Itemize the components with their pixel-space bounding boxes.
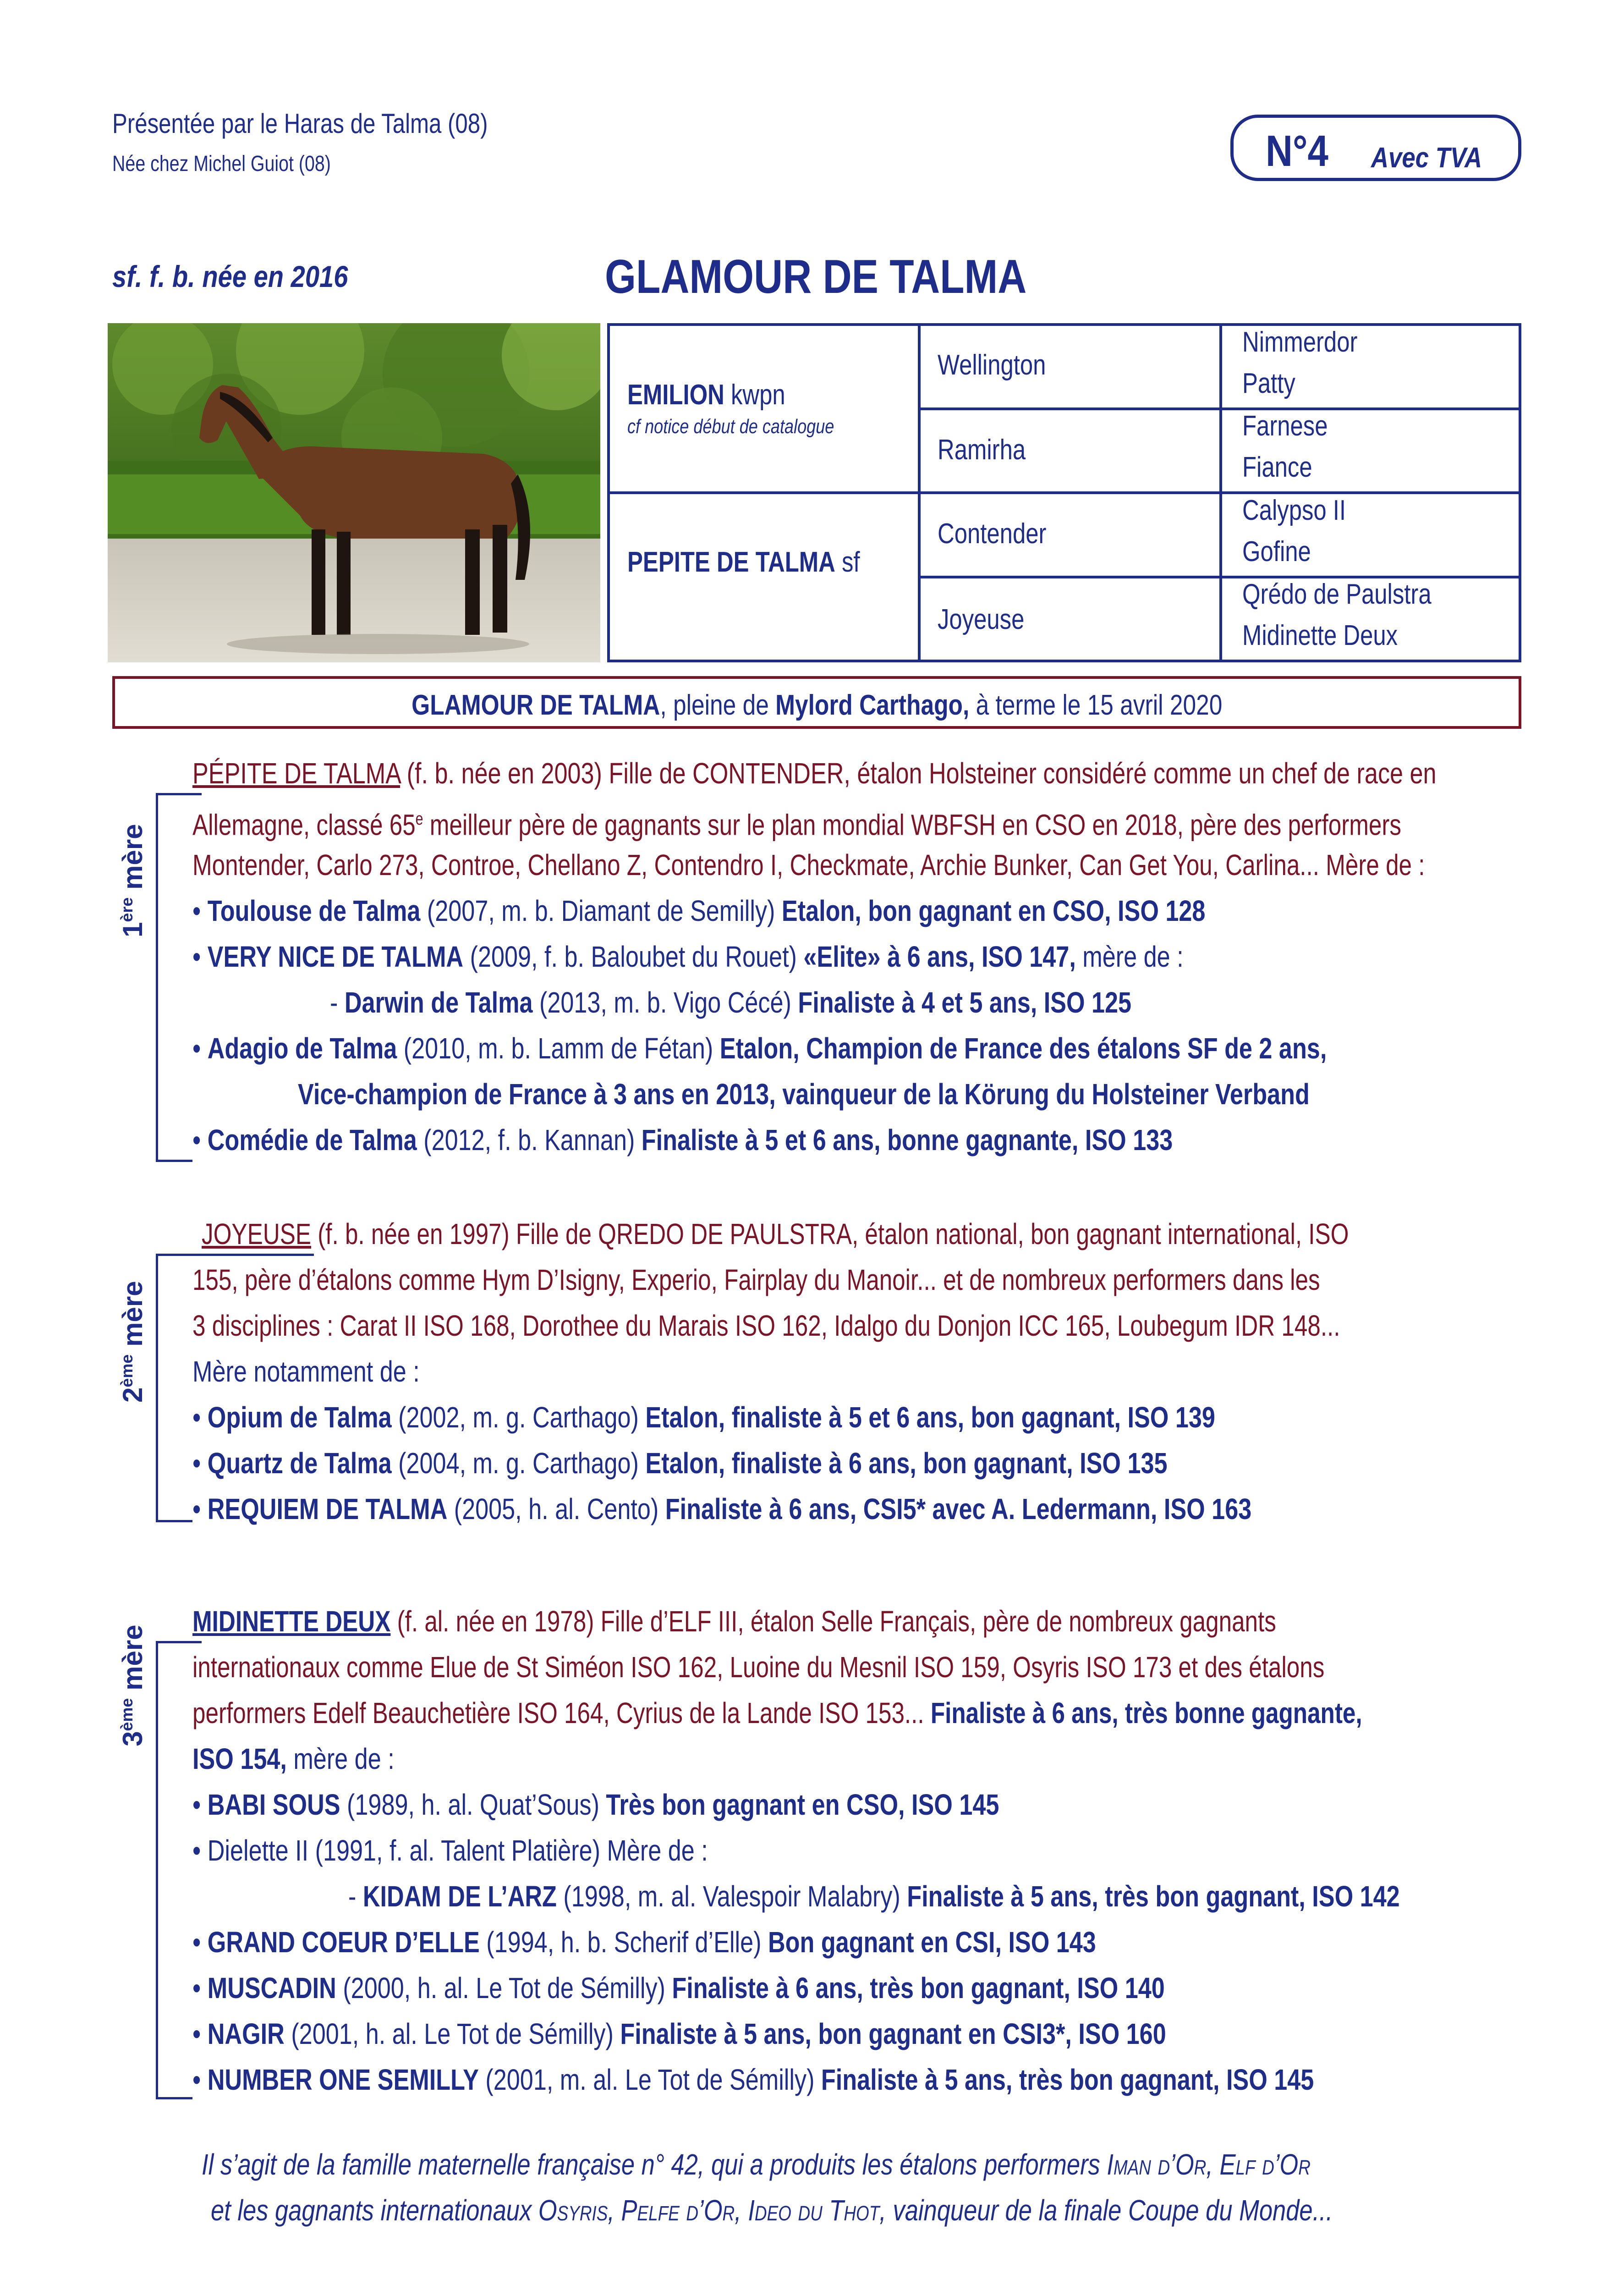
gestation-mare: GLAMOUR DE TALMA: [411, 689, 660, 721]
great-grandparent: Nimmerdor: [1242, 326, 1358, 358]
gestation-text: [115, 689, 1519, 721]
first-dam-line: Montender, Carlo 273, Controe, Chellano Z, Contendro I, Checkmate, Archie Bunker, Can Get You, Carlina... Mère de :: [192, 848, 1425, 881]
progeny-item: • NAGIR (2001, h. al. Le Tot de Sémilly) Finaliste à 5 ans, bon gagnant en CSI3*, ISO 160: [192, 2017, 1166, 2050]
gestation-stallion: Mylord Carthago,: [775, 689, 970, 721]
third-dam-bracket: [156, 1641, 158, 2099]
third-dam-line: internationaux comme Elue de St Siméon ISO 162, Luoine du Mesnil ISO 159, Osyris ISO 173 et des étalons: [192, 1651, 1325, 1684]
great-grandparent: Calypso II: [1242, 495, 1346, 526]
progeny-item: • Opium de Talma (2002, m. g. Carthago) Etalon, finaliste à 5 et 6 ans, bon gagnant, ISO 139: [192, 1401, 1215, 1434]
second-dam-bracket: [156, 1254, 158, 1522]
third-dam-line: ISO 154, mère de :: [192, 1742, 395, 1775]
third-dam-line: MIDINETTE DEUX (f. al. née en 1978) Fille d’ELF III, étalon Selle Français, père de nombreux gagnants: [192, 1605, 1276, 1638]
third-dam-label: 3ème mère: [117, 1624, 148, 1746]
horse-name: GLAMOUR DE TALMA: [605, 250, 1027, 303]
great-grandparent: Patty: [1242, 368, 1295, 399]
family-note-line-2: et les gagnants internationaux Osyris, Pelfe d’Or, Ideo du Thot, vainqueur de la finale Coupe du Monde...: [211, 2194, 1333, 2227]
progeny-item: • MUSCADIN (2000, h. al. Le Tot de Sémilly) Finaliste à 6 ans, très bon gagnant, ISO 140: [192, 1971, 1165, 2004]
first-dam-bracket-top: [156, 793, 202, 795]
grandparent: Wellington: [938, 349, 1046, 381]
horse-summary: sf. f. b. née en 2016: [112, 259, 348, 293]
third-dam-bracket-top: [156, 1641, 202, 1643]
first-dam-label: 1ère mère: [117, 824, 148, 937]
pedigree-table: [607, 323, 1521, 662]
breeder: Née chez Michel Guiot (08): [112, 152, 331, 176]
first-dam-bracket-bottom: [156, 1160, 192, 1162]
lot-badge: [1230, 115, 1521, 181]
second-dam-line: 155, père d’étalons comme Hym D’Isigny, Experio, Fairplay du Manoir... et de nombreux performers dans les: [192, 1263, 1320, 1296]
first-dam-bracket: [156, 793, 158, 1162]
progeny-item: • Adagio de Talma (2010, m. b. Lamm de Fétan) Etalon, Champion de France des étalons SF de 2 ans,: [192, 1032, 1327, 1065]
second-dam-bracket-top: [156, 1254, 314, 1256]
second-dam-line: Mère notamment de :: [192, 1355, 420, 1388]
horse-photo: [108, 323, 600, 662]
progeny-item: • GRAND COEUR D’ELLE (1994, h. b. Scherif d’Elle) Bon gagnant en CSI, ISO 143: [192, 1926, 1096, 1959]
first-dam-line: PÉPITE DE TALMA (f. b. née en 2003) Fille de CONTENDER, étalon Holsteiner considéré comme un chef de race en: [192, 757, 1437, 790]
lot-number: N°4: [1266, 127, 1328, 176]
sire-name: EMILION: [627, 379, 724, 411]
sire-note: cf notice début de catalogue: [627, 415, 834, 438]
dam-breed: sf: [841, 546, 860, 578]
sire-cell: [627, 379, 785, 411]
second-dam-line: 3 disciplines : Carat II ISO 168, Dorothee du Marais ISO 162, Idalgo du Donjon ICC 165, Loubegum IDR 148...: [192, 1309, 1340, 1342]
progeny-item: • Quartz de Talma (2004, m. g. Carthago) Etalon, finaliste à 6 ans, bon gagnant, ISO 135: [192, 1447, 1168, 1480]
great-grandparent: Gofine: [1242, 536, 1311, 567]
gestation-box: [112, 676, 1521, 729]
gestation-text-1: , pleine de: [660, 689, 775, 721]
second-dam-line: JOYEUSE (f. b. née en 1997) Fille de QREDO DE PAULSTRA, étalon national, bon gagnant international, ISO: [202, 1217, 1349, 1250]
third-dam-line: performers Edelf Beauchetière ISO 164, Cyrius de la Lande ISO 153... Finaliste à 6 ans, très bonne gagnante,: [192, 1696, 1362, 1729]
gestation-text-2: à terme le 15 avril 2020: [969, 689, 1223, 721]
progeny-item: • Dielette II (1991, f. al. Talent Platière) Mère de :: [192, 1834, 708, 1867]
progeny-item: • NUMBER ONE SEMILLY (2001, m. al. Le Tot de Sémilly) Finaliste à 5 ans, très bon gagnant, ISO 145: [192, 2063, 1314, 2096]
grandparent: Ramirha: [938, 434, 1026, 466]
great-grandparent: Fiance: [1242, 451, 1312, 483]
first-dam-line: Allemagne, classé 65e meilleur père de gagnants sur le plan mondial WBFSH en CSO en 2018, père des performers: [192, 808, 1402, 842]
progeny-item: Vice-champion de France à 3 ans en 2013, vainqueur de la Körung du Holsteiner Verband: [298, 1078, 1310, 1111]
grandparent: Joyeuse: [938, 604, 1025, 635]
presented-by: Présentée par le Haras de Talma (08): [112, 108, 488, 139]
third-dam-bracket-bottom: [156, 2097, 192, 2099]
dam-cell: [627, 546, 860, 578]
second-dam-label: 2ème mère: [117, 1281, 148, 1403]
great-grandparent: Qrédo de Paulstra: [1242, 578, 1432, 610]
progeny-item: • Comédie de Talma (2012, f. b. Kannan) Finaliste à 5 et 6 ans, bonne gagnante, ISO 133: [192, 1123, 1173, 1156]
progeny-item: • BABI SOUS (1989, h. al. Quat’Sous) Très bon gagnant en CSO, ISO 145: [192, 1788, 999, 1821]
progeny-item: • REQUIEM DE TALMA (2005, h. al. Cento) Finaliste à 6 ans, CSI5* avec A. Ledermann, ISO 163: [192, 1492, 1252, 1525]
sire-breed: kwpn: [730, 379, 785, 411]
great-grandparent: Midinette Deux: [1242, 620, 1398, 651]
family-note-line-1: Il s’agit de la famille maternelle française n° 42, qui a produits les étalons performers Iman d’Or, Elf d’Or: [202, 2148, 1311, 2181]
progeny-item: - KIDAM DE L’ARZ (1998, m. al. Valespoir Malabry) Finaliste à 5 ans, très bon gagnant, ISO 142: [348, 1880, 1400, 1913]
second-dam-bracket-bottom: [156, 1520, 192, 1522]
lot-vat: Avec TVA: [1371, 142, 1482, 174]
progeny-item: - Darwin de Talma (2013, m. b. Vigo Cécé) Finaliste à 4 et 5 ans, ISO 125: [330, 986, 1132, 1019]
progeny-item: • VERY NICE DE TALMA (2009, f. b. Baloubet du Rouet) «Elite» à 6 ans, ISO 147, mère de :: [192, 940, 1184, 973]
grandparent: Contender: [938, 518, 1047, 550]
dam-name: PEPITE DE TALMA: [627, 546, 835, 578]
horse-photo-image: [108, 323, 600, 662]
great-grandparent: Farnese: [1242, 410, 1328, 442]
progeny-item: • Toulouse de Talma (2007, m. b. Diamant de Semilly) Etalon, bon gagnant en CSO, ISO 128: [192, 894, 1206, 927]
